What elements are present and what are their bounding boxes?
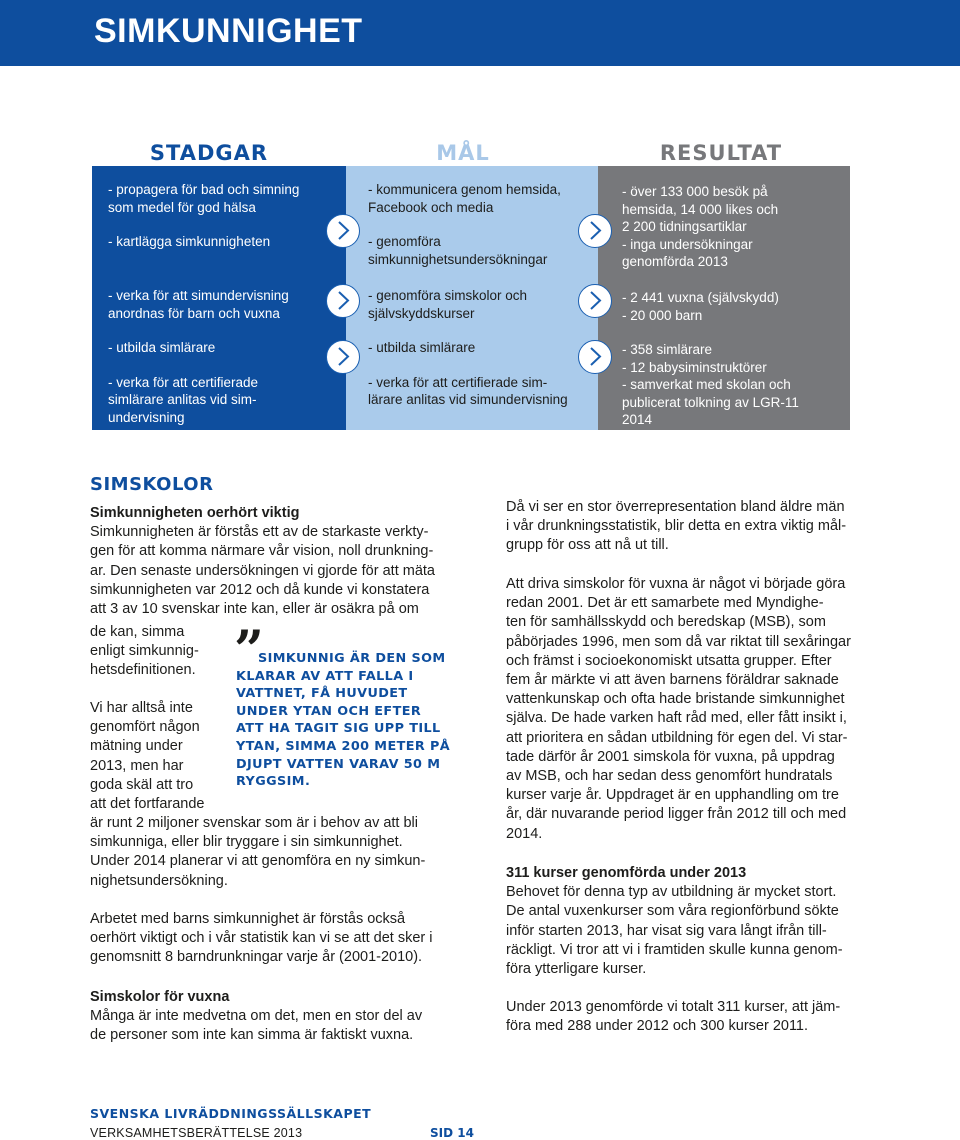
text-line: Arbetet med barns simkunnighet är förstås också bbox=[90, 911, 406, 927]
text-line: - utbilda simlärare bbox=[108, 340, 216, 355]
text-line: nighetsundersökning. bbox=[90, 872, 228, 889]
text-line: genomfört någon bbox=[90, 719, 200, 736]
chevron-right-icon bbox=[326, 340, 360, 374]
mal-row-3 bbox=[368, 339, 568, 409]
text-line: lärare anlitas vid simundervisning bbox=[368, 392, 568, 407]
text-line: Under 2014 planerar vi att genomföra en ny simkun- bbox=[90, 853, 426, 870]
quote-line: YTAN, SIMMA 200 METER PÅ bbox=[236, 738, 451, 754]
text-line: - genomföra bbox=[368, 234, 441, 249]
text-line: oerhört viktigt och i vår statistik kan vi se att det sker i bbox=[90, 930, 433, 947]
text-line: 2014 bbox=[622, 412, 653, 427]
text-line: ten för samhällsskydd och beredskap (MSB), som bbox=[506, 614, 826, 631]
text-line: hemsida, 14 000 likes och bbox=[622, 201, 779, 217]
text-line: publicerat tolkning av LGR-11 bbox=[622, 394, 799, 410]
text-line: - kommunicera genom hemsida, bbox=[368, 182, 561, 197]
left-narrow-block-2 bbox=[90, 699, 230, 814]
text-line: gen för att komma närmare vår vision, noll drunkning- bbox=[90, 543, 434, 560]
title-banner bbox=[0, 0, 960, 66]
text-line: Många är inte medvetna om det, men en stor del av bbox=[90, 1008, 423, 1025]
text-line: 2014. bbox=[506, 825, 543, 842]
stadgar-row-2 bbox=[108, 287, 289, 322]
chevron-right-icon bbox=[578, 214, 612, 248]
text-line: genomsnitt 8 barndrunkningar varje år (2001-2010). bbox=[90, 949, 423, 966]
text-line: är runt 2 miljoner svenskar som är i behov av att bli bbox=[90, 815, 418, 831]
section-title: SIMSKOLOR bbox=[90, 474, 214, 495]
text-line: - verka för att certifierade bbox=[108, 374, 259, 390]
text-line: fem år märkte vi att även barnens föräldrar saknade bbox=[506, 672, 839, 689]
text-line: simkunnighetsundersökningar bbox=[368, 251, 548, 267]
right-block-3 bbox=[506, 864, 890, 979]
chevron-right-icon bbox=[326, 284, 360, 318]
text-line: vattenkunskap och ofta hade bristande simkunnighet bbox=[506, 691, 845, 708]
subheading: Simskolor för vuxna bbox=[90, 989, 230, 1005]
text-line: att 3 av 10 svenskar inte kan, eller är osäkra på om bbox=[90, 601, 419, 618]
left-children-block bbox=[90, 910, 474, 968]
chevron-right-icon bbox=[326, 214, 360, 248]
text-line: simkunniga, eller blir tryggare i sin simkunnighet. bbox=[90, 834, 403, 851]
text-line: de kan, simma bbox=[90, 624, 185, 640]
text-line: 2013, men har bbox=[90, 757, 184, 774]
text-line: Under 2013 genomförde vi totalt 311 kurser, att jäm- bbox=[506, 999, 841, 1015]
text-line: föra med 288 under 2012 och 300 kurser 2011. bbox=[506, 1018, 809, 1035]
text-line: år, där nuvarande period ligger från 2012 till och med bbox=[506, 806, 847, 823]
mal-row-1 bbox=[368, 181, 561, 268]
subheading: 311 kurser genomförda under 2013 bbox=[506, 865, 747, 881]
quote-mark-icon: ” bbox=[234, 620, 260, 681]
stadgar-panel bbox=[92, 166, 346, 430]
text-line: - verka för att simundervisning bbox=[108, 288, 289, 303]
text-line: - kartlägga simkunnigheten bbox=[108, 234, 271, 249]
right-block-2 bbox=[506, 575, 890, 844]
text-line: kurser varje år. Uppdraget är en upphandling om tre bbox=[506, 787, 839, 804]
text-line: Simkunnigheten är förstås ett av de starkaste verkty- bbox=[90, 524, 429, 541]
quote-line: DJUPT VATTEN VARAV 50 M bbox=[236, 756, 441, 772]
text-line: - 358 simlärare bbox=[622, 342, 713, 357]
text-line: grupp för oss att nå ut till. bbox=[506, 537, 669, 554]
text-line: - 20 000 barn bbox=[622, 307, 703, 323]
text-line: hetsdefinitionen. bbox=[90, 662, 196, 679]
text-line: enligt simkunnig- bbox=[90, 643, 199, 660]
right-block-4 bbox=[506, 998, 890, 1036]
text-line: - inga undersökningar bbox=[622, 236, 753, 252]
text-line: - samverkat med skolan och bbox=[622, 377, 791, 392]
text-line: genomförda 2013 bbox=[622, 254, 728, 269]
text-line: Vi har alltså inte bbox=[90, 700, 193, 716]
text-line: påbörjades 1996, men som då var riktat till sexåringar bbox=[506, 633, 851, 650]
text-line: Behovet för denna typ av utbildning är mycket stort. bbox=[506, 884, 837, 901]
text-line: självskyddskurser bbox=[368, 305, 475, 321]
left-narrow-block-1 bbox=[90, 623, 230, 681]
text-line: - verka för att certifierade sim- bbox=[368, 374, 548, 390]
resultat-row-3 bbox=[622, 341, 799, 429]
left-intro-block bbox=[90, 504, 474, 619]
stadgar-row-3 bbox=[108, 339, 258, 426]
text-line: undervisning bbox=[108, 409, 185, 425]
quote-line: VATTNET, FÅ HUVUDET bbox=[236, 686, 408, 702]
quote-line: ATT HA TAGIT SIG UPP TILL bbox=[236, 721, 441, 737]
stadgar-row-1 bbox=[108, 181, 299, 251]
text-line: - 2 441 vuxna (självskydd) bbox=[622, 290, 779, 305]
text-line: och främst i socioekonomiskt utsatta grupper. Efter bbox=[506, 652, 832, 669]
footer-report-title: VERKSAMHETSBERÄTTELSE 2013 bbox=[90, 1126, 303, 1140]
text-line: simkunnigheten var 2012 och då kunde vi konstatera bbox=[90, 581, 430, 598]
mal-row-2 bbox=[368, 287, 527, 322]
text-line: anordnas för barn och vuxna bbox=[108, 305, 280, 321]
text-line: simlärare anlitas vid sim- bbox=[108, 392, 257, 407]
right-block-1 bbox=[506, 498, 890, 556]
left-adults-block bbox=[90, 988, 474, 1046]
text-line: redan 2001. Det är ett samarbete med Myndighe- bbox=[506, 595, 824, 612]
text-line: själva. De hade varken haft råd med, eller fått insikt i, bbox=[506, 710, 847, 727]
pull-quote bbox=[236, 650, 476, 791]
text-line: tade därför år 2001 simskola för vuxna, på uppdrag bbox=[506, 748, 835, 765]
page-title: SIMKUNNIGHET bbox=[94, 12, 363, 50]
text-line: att det fortfarande bbox=[90, 796, 205, 813]
text-line: föra ytterligare kurser. bbox=[506, 961, 647, 978]
left-continue-block bbox=[90, 814, 474, 891]
resultat-row-2 bbox=[622, 289, 779, 324]
mal-heading: MÅL bbox=[436, 141, 490, 165]
text-line: av MSB, och har sedan dess genomfört hundratals bbox=[506, 768, 833, 785]
text-line: i vår drunkningsstatistik, blir detta en extra viktig mål- bbox=[506, 518, 847, 535]
resultat-heading: RESULTAT bbox=[659, 141, 783, 165]
mal-panel bbox=[346, 166, 598, 430]
footer-organization: SVENSKA LIVRÄDDNINGSSÄLLSKAPET bbox=[90, 1106, 372, 1121]
quote-line: KLARAR AV ATT FALLA I bbox=[236, 668, 414, 684]
text-line: inför starten 2013, har visat sig vara långt ifrån till- bbox=[506, 922, 827, 939]
chevron-right-icon bbox=[578, 284, 612, 318]
text-line: de personer som inte kan simma är faktiskt vuxna. bbox=[90, 1027, 414, 1044]
resultat-row-1 bbox=[622, 183, 778, 271]
text-line: mätning under bbox=[90, 738, 183, 755]
text-line: ar. Den senaste undersökningen vi gjorde för att mäta bbox=[90, 562, 435, 579]
text-line: De antal vuxenkurser som våra regionförbund sökte bbox=[506, 903, 839, 920]
quote-line: SIMKUNNIG ÄR DEN SOM bbox=[258, 651, 446, 666]
text-line: Att driva simskolor för vuxna är något vi började göra bbox=[506, 576, 846, 592]
text-line: som medel för god hälsa bbox=[108, 199, 256, 215]
text-line: räckligt. Vi tror att vi i framtiden skulle kunna genom- bbox=[506, 941, 843, 958]
text-line: - 12 babysiminstruktörer bbox=[622, 359, 767, 375]
chevron-right-icon bbox=[578, 340, 612, 374]
text-line: - över 133 000 besök på bbox=[622, 184, 768, 199]
text-line: goda skäl att tro bbox=[90, 776, 194, 793]
text-line: Facebook och media bbox=[368, 199, 494, 215]
text-line: att prioritera en sådan utbildning för egen del. Vi star- bbox=[506, 729, 848, 746]
subheading: Simkunnigheten oerhört viktig bbox=[90, 505, 300, 521]
quote-line: UNDER YTAN OCH EFTER bbox=[236, 703, 422, 719]
text-line: - utbilda simlärare bbox=[368, 340, 476, 355]
text-line: Då vi ser en stor överrepresentation bland äldre män bbox=[506, 499, 845, 515]
text-line: - genomföra simskolor och bbox=[368, 288, 528, 303]
text-line: 2 200 tidningsartiklar bbox=[622, 219, 747, 234]
quote-line: RYGGSIM. bbox=[236, 774, 311, 790]
stadgar-heading: STADGAR bbox=[149, 141, 269, 165]
page-number: SID 14 bbox=[430, 1126, 474, 1140]
resultat-panel bbox=[598, 166, 850, 430]
text-line: - propagera för bad och simning bbox=[108, 182, 300, 197]
